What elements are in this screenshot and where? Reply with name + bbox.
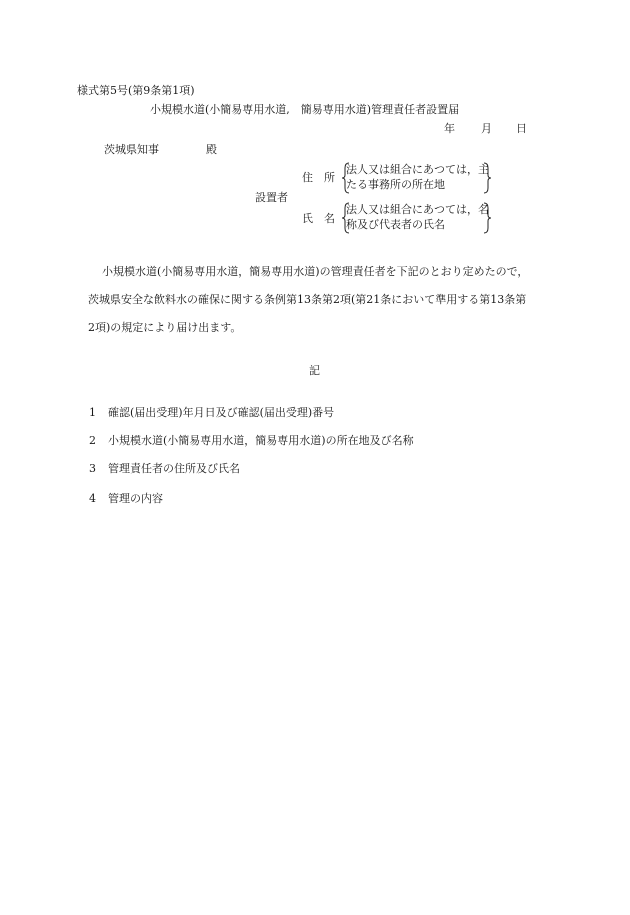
name-note-bracket	[342, 201, 489, 231]
address-note-line-2: たる事務所の所在地	[346, 178, 445, 191]
installer-label: 設置者	[255, 191, 288, 204]
date-day: 日	[516, 122, 527, 135]
address-note-line-1: 法人又は組合にあつては，主	[346, 163, 489, 176]
document-title: 小規模水道(小簡易専用水道, 簡易専用水道)管理責任者設置届	[150, 103, 460, 116]
address-note-bracket	[342, 161, 489, 191]
body-line-1: 小規模水道(小簡易専用水道，簡易専用水道)の管理責任者を下記のとおり定めたので，	[102, 265, 529, 278]
name-label: 氏 名	[302, 212, 335, 225]
body-line-2: 茨城県安全な飲料水の確保に関する条例第13条第2項(第21条において準用する第13条第	[88, 293, 527, 306]
addressee-honorific: 殿	[206, 143, 217, 156]
item-text: 管理の内容	[108, 492, 163, 505]
date-year: 年	[444, 122, 455, 135]
form-number: 様式第5号(第9条第1項)	[77, 84, 195, 97]
item-number: 1	[89, 406, 96, 419]
body-line-3: 2項)の規定により届け出ます。	[88, 321, 242, 334]
name-note-line-1: 法人又は組合にあつては，名	[346, 203, 489, 216]
item-text: 確認(届出受理)年月日及び確認(届出受理)番号	[108, 406, 335, 419]
item-number: 2	[89, 434, 96, 447]
item-text: 管理責任者の住所及び氏名	[108, 462, 240, 475]
ki-heading: 記	[309, 364, 320, 377]
date-month: 月	[481, 122, 492, 135]
address-label: 住 所	[302, 171, 335, 184]
item-number: 3	[89, 462, 96, 475]
item-number: 4	[89, 492, 96, 505]
addressee-name: 茨城県知事	[104, 143, 159, 156]
item-text: 小規模水道(小簡易専用水道，簡易専用水道)の所在地及び名称	[108, 434, 414, 447]
name-note-line-2: 称及び代表者の氏名	[346, 218, 445, 231]
